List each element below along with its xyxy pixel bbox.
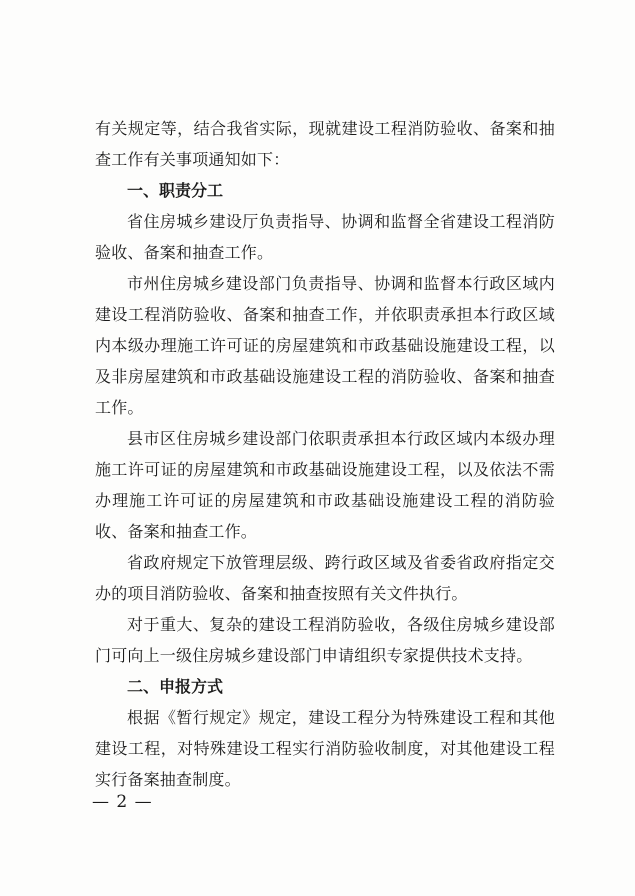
paragraph-delegated-projects: 省政府规定下放管理层级、跨行政区域及省委省政府指定交办的项目消防验收、备案和抽查按照有关文件执行。 [95, 553, 555, 603]
document-body [95, 113, 555, 795]
paragraph-city-duty: 市州住房城乡建设部门负责指导、协调和监督本行政区域内建设工程消防验收、备案和抽查工作，并依职责承担本行政区域内本级办理施工许可证的房屋建筑和市政基础设施建设工程，以及非房屋建筑和市政基础设施建设工程的消防验收、备案和抽查工作。 [95, 274, 555, 417]
section-heading-application: 二、申报方式 [127, 677, 224, 696]
page-number: — 2 — [92, 792, 153, 812]
paragraph-expert-support: 对于重大、复杂的建设工程消防验收，各级住房城乡建设部门可向上一级住房城乡建设部门申请组织专家提供技术支持。 [95, 615, 555, 665]
paragraph-provincial-duty: 省住房城乡建设厅负责指导、协调和监督全省建设工程消防验收、备案和抽查工作。 [95, 212, 555, 262]
paragraph-county-duty: 县市区住房城乡建设部门依职责承担本行政区域内本级办理施工许可证的房屋建筑和市政基础设施建设工程，以及依法不需办理施工许可证的房屋建筑和市政基础设施建设工程的消防验收、备案和抽查工作。 [95, 429, 555, 541]
section-heading-responsibilities: 一、职责分工 [127, 181, 224, 200]
intro-paragraph: 有关规定等，结合我省实际，现就建设工程消防验收、备案和抽查工作有关事项通知如下： [95, 119, 555, 169]
paragraph-classification: 根据《暂行规定》规定，建设工程分为特殊建设工程和其他建设工程，对特殊建设工程实行消防验收制度，对其他建设工程实行备案抽查制度。 [95, 708, 555, 789]
